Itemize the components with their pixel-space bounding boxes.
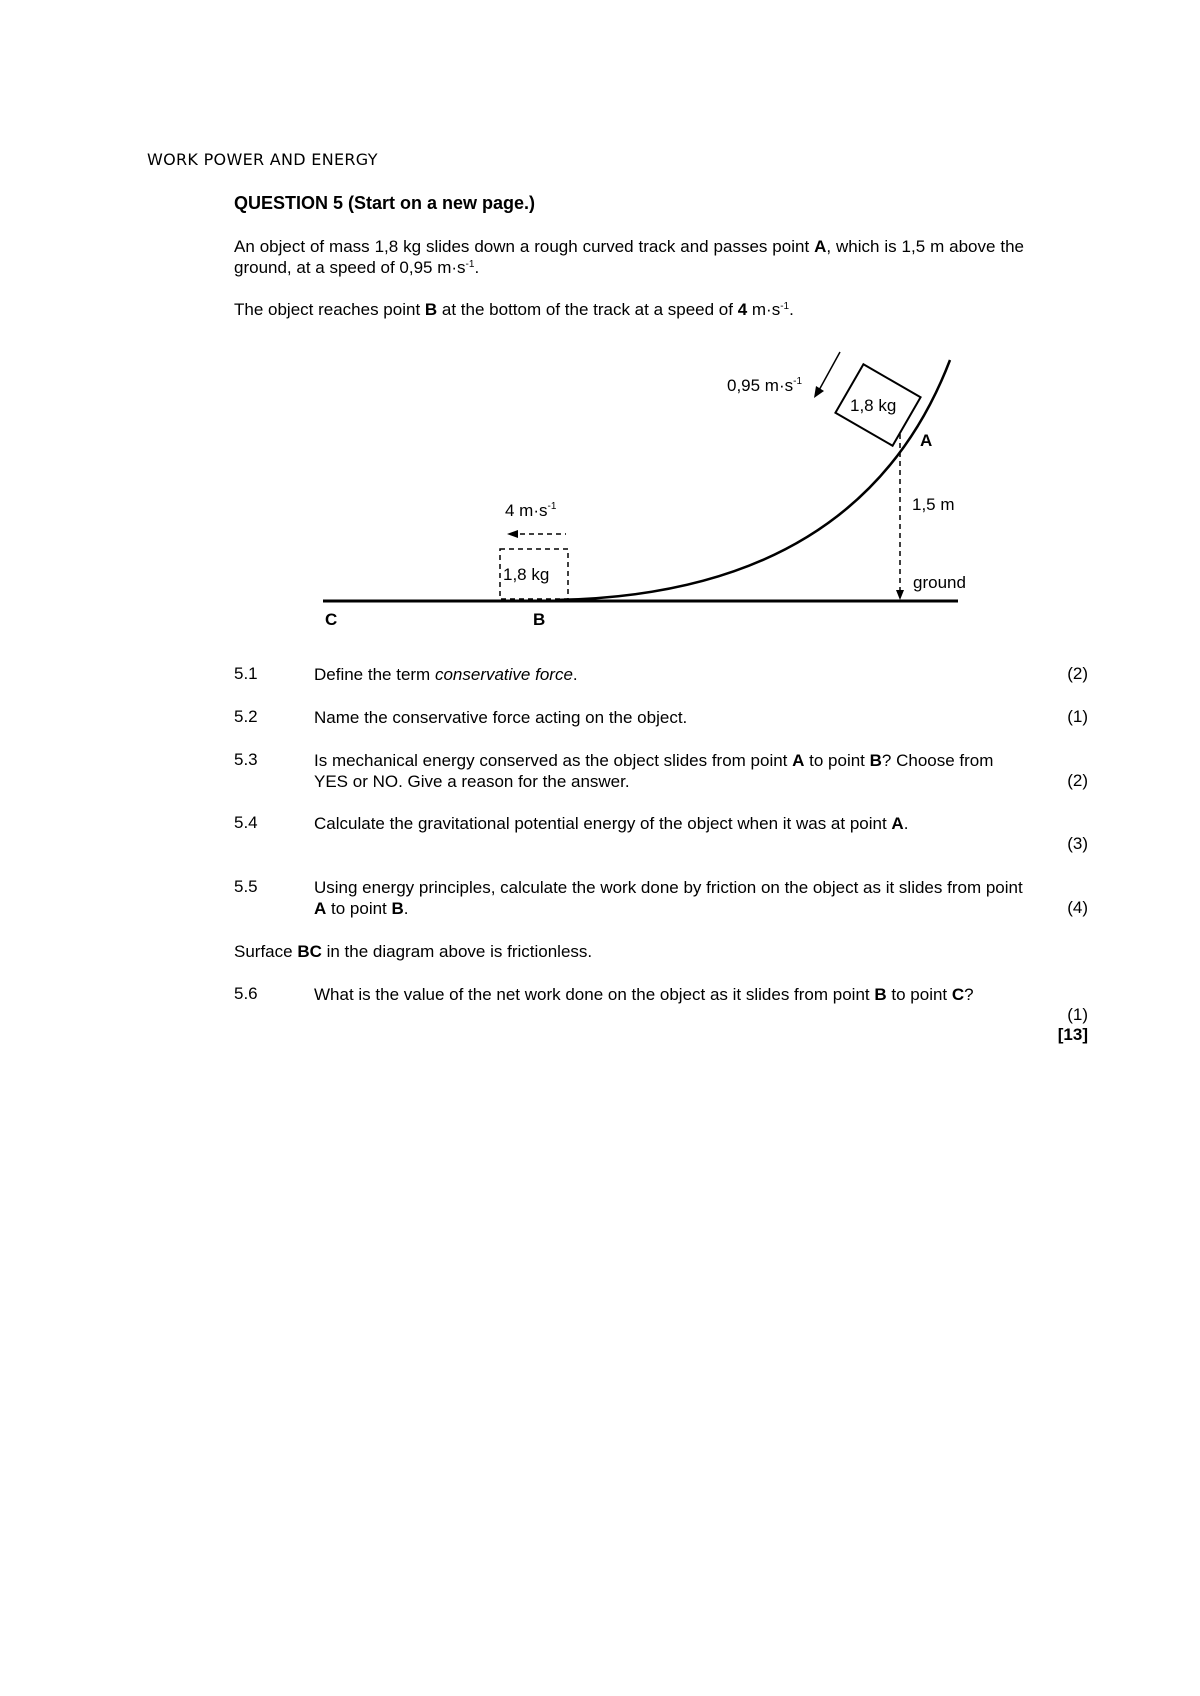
point-a-label: A bbox=[920, 431, 933, 450]
item-marks: (3) bbox=[1067, 834, 1088, 853]
item-marks: (1) bbox=[1067, 707, 1088, 726]
item-number: 5.5 bbox=[234, 877, 258, 896]
height-arrow-down bbox=[896, 590, 904, 600]
top-velocity-arrow bbox=[818, 352, 840, 392]
item-number: 5.1 bbox=[234, 664, 258, 683]
item-text: Define the term conservative force. bbox=[314, 665, 578, 684]
item-marks: (4) bbox=[1067, 898, 1088, 917]
question-total: [13] bbox=[1057, 1025, 1088, 1044]
question-intro-1: An object of mass 1,8 kg slides down a rough curved track and passes point A, which is 1,5 m above the ground, at a speed of 0,95 $m\cdot s^{-1}$. bbox=[234, 237, 1025, 277]
height-label: 1,5 m bbox=[912, 495, 955, 514]
item-text: What is the value of the net work done on the object as it slides from point B to point C? bbox=[314, 985, 974, 1004]
question-title: QUESTION 5 (Start on a new page.) bbox=[234, 193, 536, 213]
item-number: 5.6 bbox=[234, 984, 258, 1003]
item-number: 5.2 bbox=[234, 707, 258, 726]
item-marks: (2) bbox=[1067, 664, 1088, 683]
item-text: Name the conservative force acting on the object. bbox=[314, 708, 688, 727]
bottom-mass-label: 1,8 kg bbox=[503, 565, 550, 584]
item-text: Is mechanical energy conserved as the object slides from point A to point B? Choose from YES or NO. Give a reason for the answer. bbox=[314, 751, 994, 791]
surface-note: Surface BC in the diagram above is frictionless. bbox=[234, 942, 593, 961]
item-marks: (1) bbox=[1067, 1005, 1088, 1024]
top-mass-label: 1,8 kg bbox=[850, 396, 897, 415]
ground-label: ground bbox=[913, 573, 966, 592]
item-text: Using energy principles, calculate the work done by friction on the object as it slides from point A to point B. bbox=[314, 878, 1023, 918]
document-header: WORK POWER AND ENERGY bbox=[147, 150, 378, 169]
item-number: 5.4 bbox=[234, 813, 258, 832]
track-diagram bbox=[300, 350, 980, 640]
point-b-label: B bbox=[533, 610, 546, 629]
item-text: Calculate the gravitational potential energy of the object when it was at point A. bbox=[314, 814, 909, 833]
point-c-label: C bbox=[325, 610, 338, 629]
top-speed-label: 0,95 $m\cdot s^{-1}$ bbox=[727, 376, 803, 395]
item-number: 5.3 bbox=[234, 750, 258, 769]
item-marks: (2) bbox=[1067, 771, 1088, 790]
bottom-speed-label: 4 $m\cdot s^{-1}$ bbox=[505, 501, 557, 520]
question-intro-2: The object reaches point B at the bottom of the track at a speed of 4 $m\cdot s^{-1}$. bbox=[234, 300, 794, 319]
